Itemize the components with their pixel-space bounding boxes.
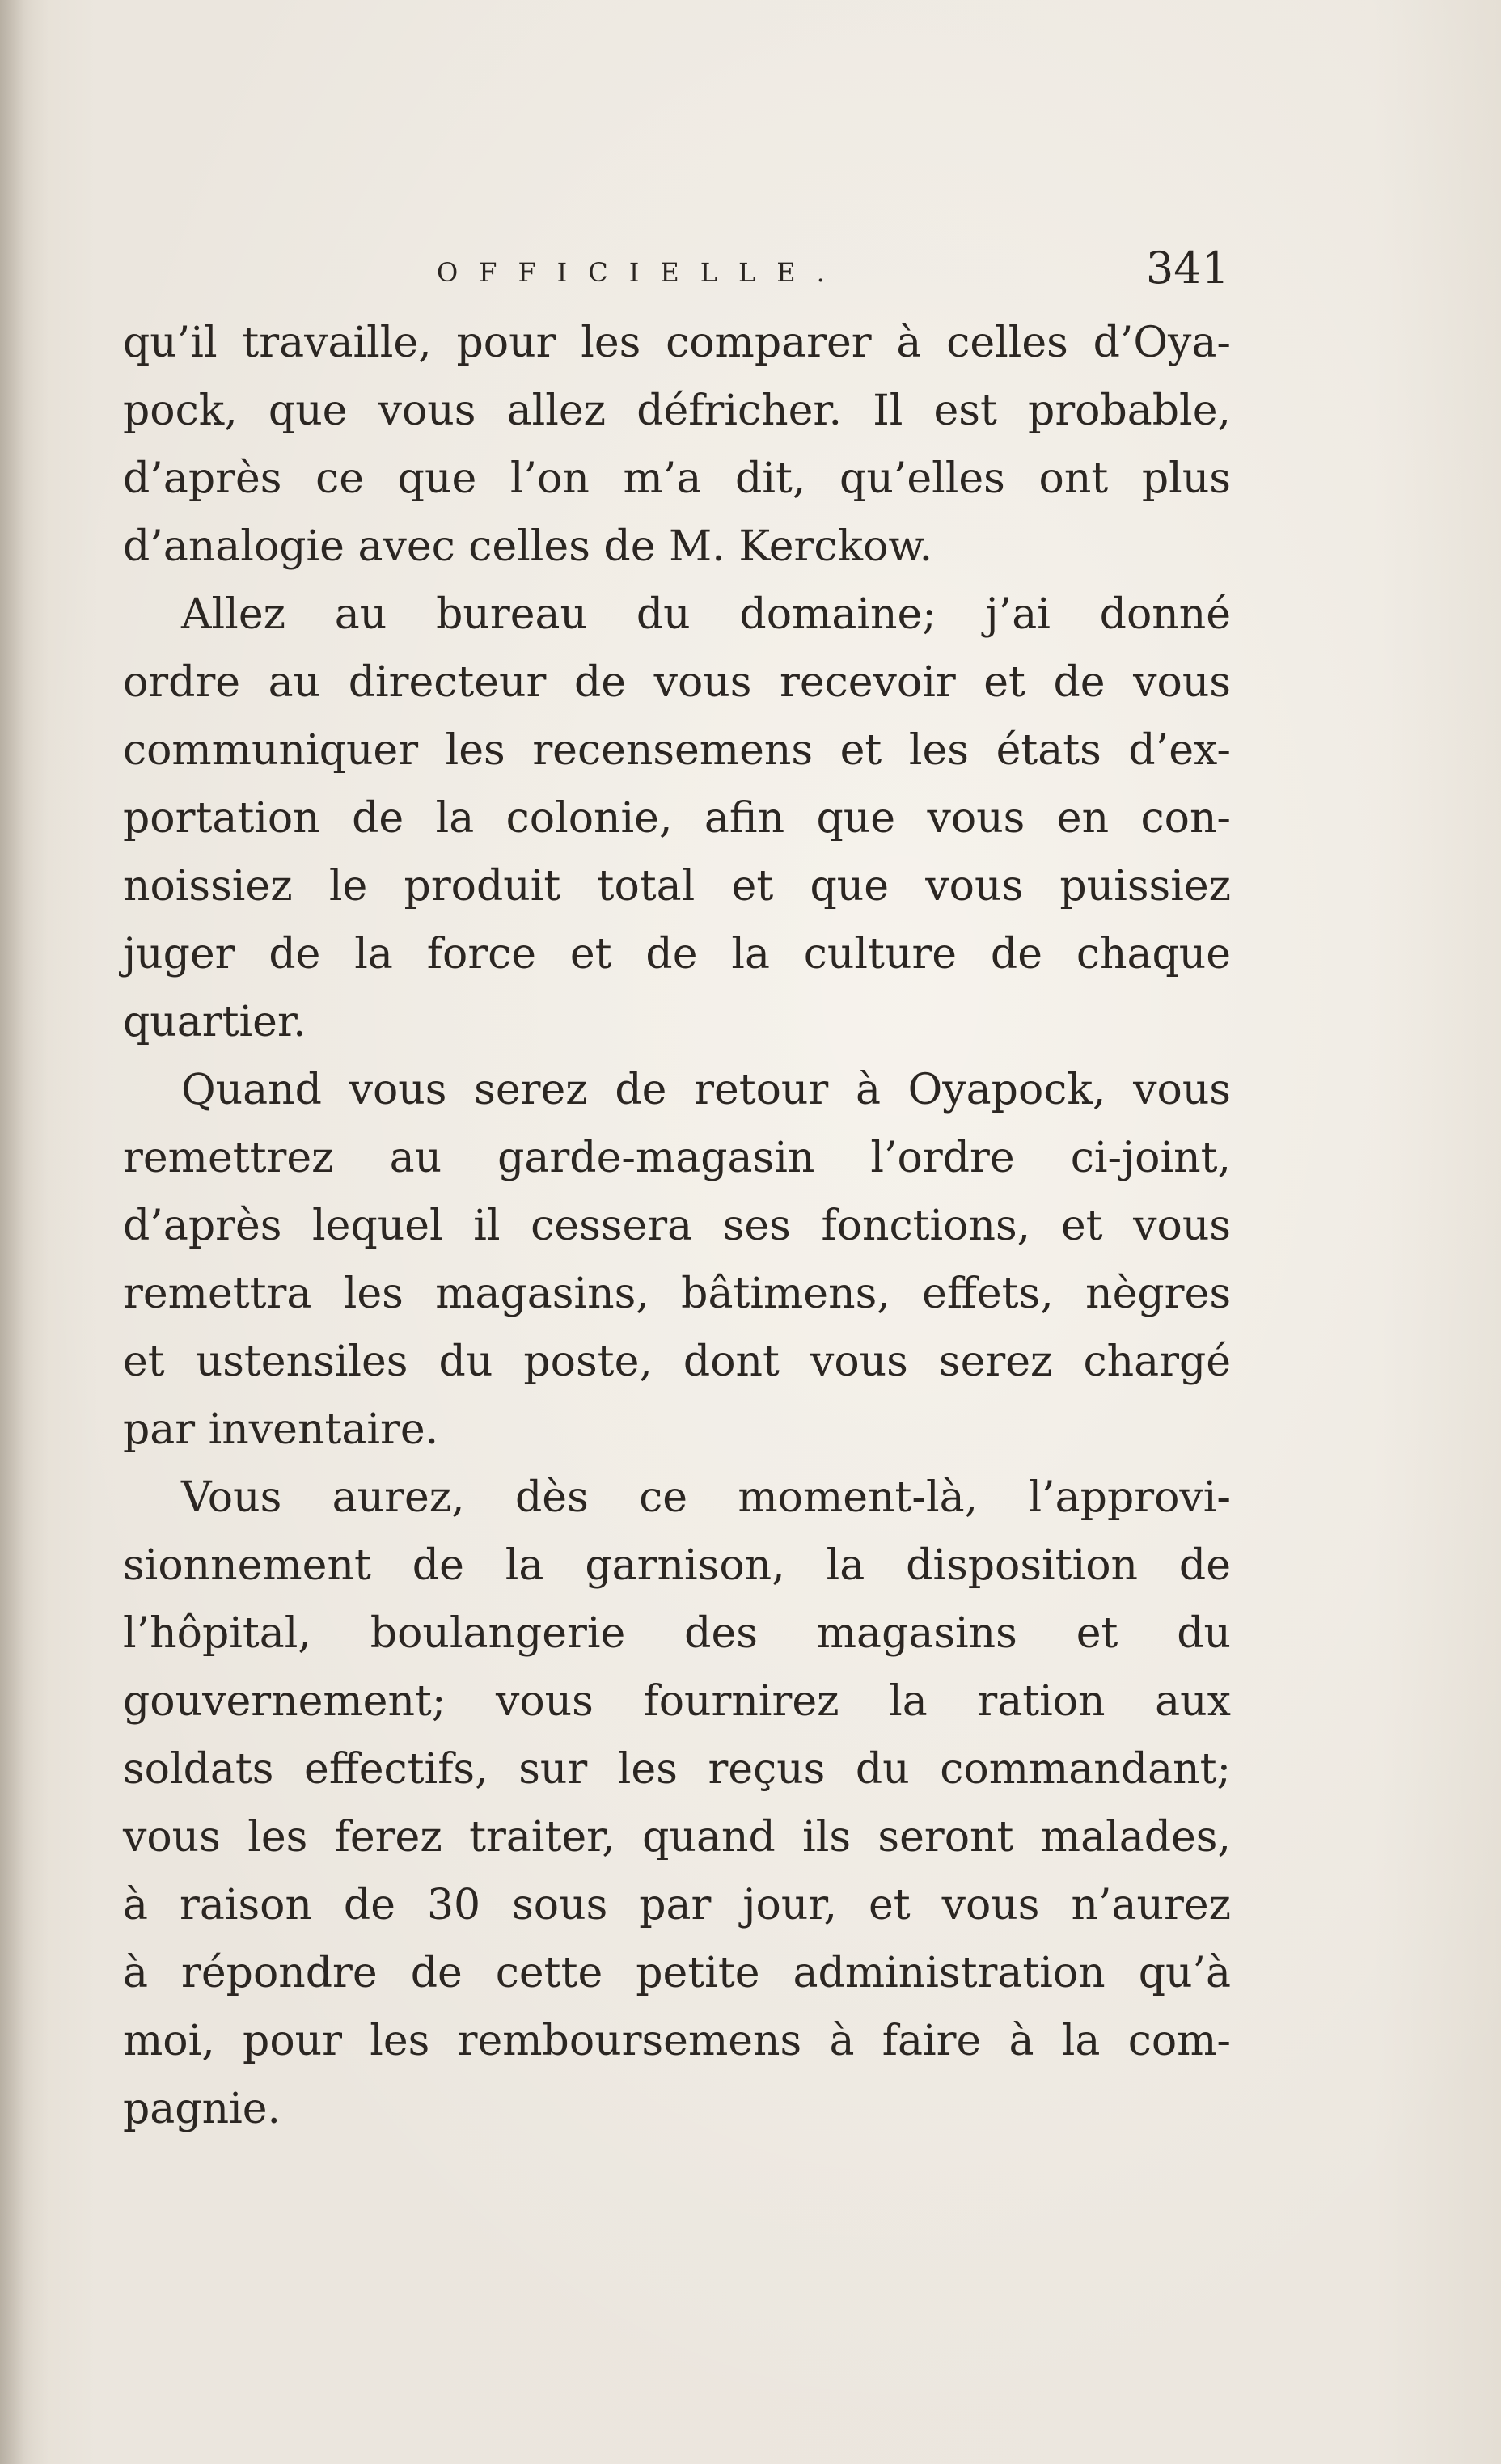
text-line: d’analogie avec celles de M. Kerckow. bbox=[123, 522, 933, 571]
text-line: communiquer les recensemens et les états d’ex- bbox=[123, 726, 1231, 775]
page-header bbox=[121, 226, 1229, 315]
paragraph-4 bbox=[123, 1464, 1231, 2143]
text-line: noissiez le produit total et que vous puissiez bbox=[123, 862, 1231, 911]
text-line: ordre au directeur de vous recevoir et de vous bbox=[123, 658, 1231, 707]
text-line: Allez au bureau du domaine; j’ai donné bbox=[181, 590, 1231, 639]
paragraph-2 bbox=[123, 581, 1231, 1056]
text-line: qu’il travaille, pour les comparer à celles d’Oya- bbox=[123, 319, 1231, 367]
text-line: gouvernement; vous fournirez la ration aux bbox=[123, 1677, 1231, 1726]
binding-gutter-shadow bbox=[0, 0, 49, 2464]
text-line: remettrez au garde-magasin l’ordre ci-joint, bbox=[123, 1134, 1231, 1182]
text-line: à répondre de cette petite administration qu’à bbox=[123, 1949, 1231, 1997]
text-line: Quand vous serez de retour à Oyapock, vous bbox=[181, 1066, 1231, 1114]
text-line: Vous aurez, dès ce moment-là, l’approvi- bbox=[181, 1473, 1231, 1522]
text-line: remettra les magasins, bâtimens, effets, nègres bbox=[123, 1270, 1231, 1318]
paragraph-1 bbox=[123, 309, 1231, 581]
text-line: à raison de 30 sous par jour, et vous n’aurez bbox=[123, 1881, 1231, 1929]
text-line: pagnie. bbox=[123, 2085, 281, 2133]
paragraph-3 bbox=[123, 1056, 1231, 1464]
body-text bbox=[123, 309, 1231, 2143]
text-line: vous les ferez traiter, quand ils seront malades, bbox=[123, 1813, 1231, 1862]
text-line: d’après ce que l’on m’a dit, qu’elles ont plus bbox=[123, 454, 1231, 503]
page-number: 341 bbox=[1145, 243, 1229, 294]
text-line: juger de la force et de la culture de chaque bbox=[123, 930, 1231, 978]
text-line: soldats effectifs, sur les reçus du commandant; bbox=[123, 1745, 1231, 1794]
text-line: l’hôpital, boulangerie des magasins et du bbox=[123, 1609, 1231, 1658]
text-line: moi, pour les remboursemens à faire à la com- bbox=[123, 2017, 1231, 2065]
running-head: OFFICIELLE. bbox=[437, 257, 846, 288]
text-line: portation de la colonie, afin que vous en con- bbox=[123, 794, 1231, 843]
text-line: quartier. bbox=[123, 998, 307, 1046]
text-line: sionnement de la garnison, la disposition de bbox=[123, 1541, 1231, 1590]
text-line: pock, que vous allez défricher. Il est probable, bbox=[123, 387, 1231, 435]
text-line: d’après lequel il cessera ses fonctions, et vous bbox=[123, 1202, 1231, 1250]
text-line: par inventaire. bbox=[123, 1405, 439, 1454]
text-line: et ustensiles du poste, dont vous serez chargé bbox=[123, 1338, 1231, 1386]
